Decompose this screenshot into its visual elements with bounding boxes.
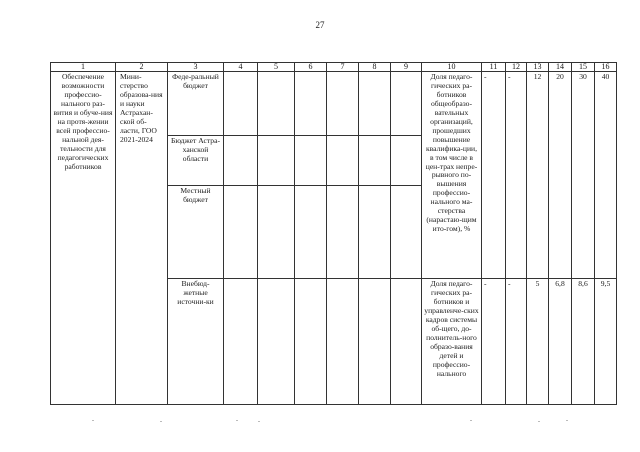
page-number: 27 [315, 20, 325, 30]
funding-source-cell: Внебюд-жетные источни-ки [168, 279, 224, 405]
funding-source-cell: Бюджет Астра-ханской области [168, 136, 224, 186]
indicator-value: 9,5 [595, 279, 617, 405]
indicator-cell: Доля педаго-гических ра-ботников и управленче-ских кадров системы об-щего, до-полнитель-ного образо-вания детей и профессио-нального [422, 279, 482, 405]
indicator-value: 5 [527, 279, 549, 405]
column-number-cell: 4 [224, 63, 258, 72]
column-number-cell: 12 [506, 63, 527, 72]
indicator-value: 40 [595, 72, 617, 279]
column-number-cell: 2 [116, 63, 168, 72]
scan-speck [470, 420, 472, 421]
funding-source-cell: Феде-ральный бюджет [168, 72, 224, 136]
executor-cell: Мини-стерство образова-ния и науки Астрахан-ской об-ласти, ГОО 2021-2024 [116, 72, 168, 405]
column-number-cell: 11 [482, 63, 506, 72]
indicator-value: - [482, 72, 506, 279]
column-number-cell: 6 [295, 63, 327, 72]
indicator-value: - [482, 279, 506, 405]
funding-source-cell: Местный бюджет [168, 186, 224, 279]
scan-speck [258, 421, 260, 422]
scan-speck [160, 421, 162, 422]
column-number-cell: 7 [327, 63, 359, 72]
indicator-value: 20 [549, 72, 572, 279]
column-number-cell: 16 [595, 63, 617, 72]
table-row [51, 72, 617, 136]
indicator-value: 6,8 [549, 279, 572, 405]
scan-speck [236, 420, 238, 421]
column-number-cell: 15 [572, 63, 595, 72]
scan-speck [538, 421, 540, 422]
task-cell: Обеспечение возможности профессио-нального раз-вития и обуче-ния на протя-жении всей профессио-нальной дея-тельности для педагогических работников [51, 72, 116, 405]
indicator-cell: Доля педаго-гических ра-ботников общеобразо-вательных организаций, прошедших повышение квалифика-ции, в том числе в цен-трах непре-рывного по-вышения профессио-нального ма-стерства (нарастаю-щим ито-гом), % [422, 72, 482, 279]
indicator-value: - [506, 279, 527, 405]
scan-speck [92, 420, 94, 421]
column-number-cell: 5 [258, 63, 295, 72]
column-number-cell: 13 [527, 63, 549, 72]
program-table [50, 62, 617, 405]
indicator-value: 30 [572, 72, 595, 279]
column-number-cell: 9 [391, 63, 422, 72]
indicator-value: 12 [527, 72, 549, 279]
indicator-value: 8,6 [572, 279, 595, 405]
column-number-cell: 1 [51, 63, 116, 72]
column-number-cell: 10 [422, 63, 482, 72]
column-number-cell: 3 [168, 63, 224, 72]
column-number-cell: 14 [549, 63, 572, 72]
column-number-row [51, 63, 617, 72]
indicator-value: - [506, 72, 527, 279]
column-number-cell: 8 [359, 63, 391, 72]
scan-speck [566, 420, 568, 421]
